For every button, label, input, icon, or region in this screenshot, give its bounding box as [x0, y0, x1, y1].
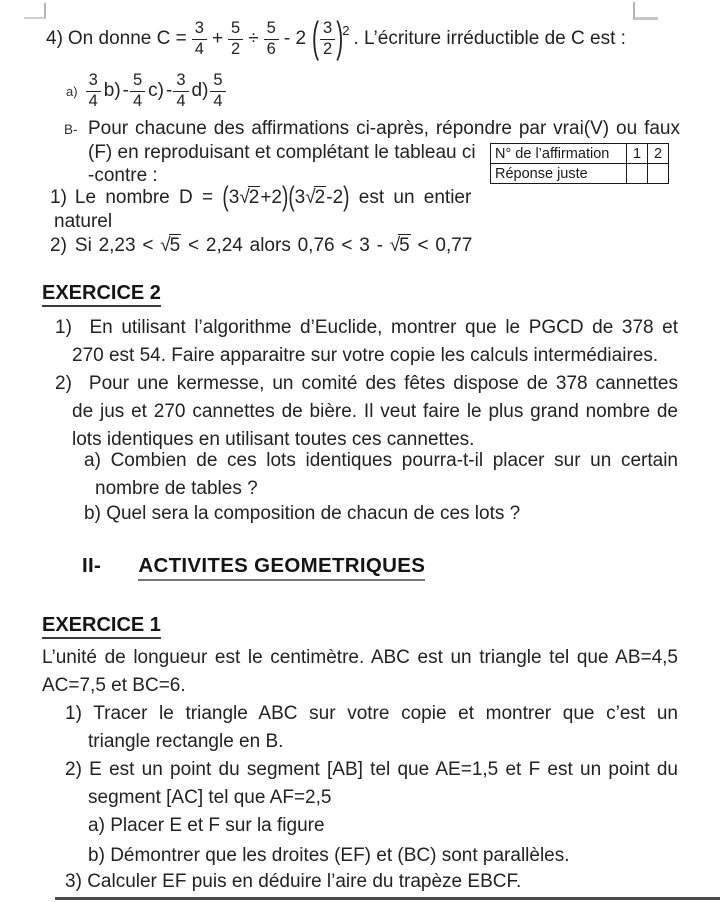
question-4-marker: 4)	[46, 28, 63, 50]
affirmation-1	[50, 182, 472, 233]
question-4-formula-line	[46, 14, 626, 62]
option-d-label: d)	[191, 80, 209, 102]
ex1-subitem-b: b) Démontrer que les droites (EF) et (BC) sont parallèles.	[88, 845, 570, 866]
ex1-item-2	[65, 756, 678, 812]
section-b-line-3: -contre :	[88, 165, 158, 186]
answer-cell-1	[627, 164, 648, 184]
question-4-lead: On donne C =	[67, 28, 187, 50]
option-b-sign: -	[122, 80, 129, 102]
table-header-col-2: 2	[648, 144, 669, 164]
fraction-5-6: $\frac{5}{6}$	[264, 20, 279, 59]
exercice-1-heading: EXERCICE 1	[42, 614, 161, 637]
ex2-subitem-a-line-1: a) Combien de ces lots identiques pourra-t-il placer sur un certain	[84, 450, 678, 471]
ex2-item-1-marker: 1)	[55, 317, 72, 338]
ex1-item-2-line-2: segment [AC] tel que AF=2,5	[88, 787, 332, 808]
ex1-item-1-line-1: 1) Tracer le triangle ABC sur votre copie et montrer que c’est un	[65, 703, 678, 724]
option-c-fraction: $\frac{3}{4}$	[173, 72, 188, 111]
sqrt-symbol: √	[239, 187, 250, 208]
ex2-subitem-a-line-2: nombre de tables ?	[95, 478, 258, 499]
bottom-scan-line	[55, 897, 720, 900]
sqrt-5-second: √5	[389, 235, 410, 256]
option-d-fraction: $\frac{5}{4}$	[210, 72, 225, 111]
ex2-item-2-line-1: 2) Pour une kermesse, un comité des fêtes dispose de 378 cannettes	[55, 373, 678, 394]
affirmation-2-marker: 2)	[50, 235, 67, 256]
affirmation-1-line-2: naturel	[54, 210, 113, 232]
ex2-item-1-line-1: 1) En utilisant l’algorithme d’Euclide, montrer que le PGCD de 378 et	[55, 317, 679, 338]
fraction-3-2: $\frac{3}{2}$	[320, 20, 335, 59]
divide-operator: ÷	[248, 28, 259, 50]
option-c-sign: -	[166, 80, 173, 102]
section-b-line-2: (F) en reproduisant et complétant le tableau ci	[88, 141, 476, 163]
plus-operator: +	[211, 28, 224, 50]
ex1-subitem-a-marker: a)	[88, 815, 105, 836]
ex1-subitem-a: a) Placer E et F sur la figure	[88, 815, 325, 836]
sqrt-5-first: √5	[160, 235, 181, 256]
radical-expression-2: (3√2-2)	[288, 182, 350, 213]
ex1-intro	[42, 644, 678, 700]
section-b-marker: B-	[64, 122, 78, 137]
answer-cell-2	[648, 164, 669, 184]
ex2-subitem-a	[84, 447, 678, 503]
part-2-numeral: II-	[82, 554, 102, 577]
part-2-heading	[82, 554, 425, 578]
ex1-item-1-line-2: triangle rectangle en B.	[88, 731, 284, 752]
ex2-item-1-line-2: 270 est 54. Faire apparaitre sur votre copie les calculs intermédiaires.	[72, 345, 659, 366]
option-a-label: a)	[66, 83, 78, 99]
ex1-subitem-b-marker: b)	[88, 845, 105, 866]
option-c-label: c)	[148, 80, 164, 102]
ex1-item-3-marker: 3)	[65, 871, 82, 892]
ex2-item-2-marker: 2)	[55, 373, 72, 394]
ex2-item-2	[55, 370, 678, 454]
minus-coefficient: - 2	[283, 28, 307, 50]
open-paren-tall: (	[312, 14, 320, 62]
question-4-tail: . L’écriture irréductible de C est :	[353, 28, 626, 50]
radical-expression-1: (3√2+2)	[222, 182, 289, 213]
close-paren-tall: )	[336, 14, 344, 62]
ex1-intro-line-1: L’unité de longueur est le centimètre. ABC est un triangle tel que AB=4,5	[42, 647, 678, 668]
table-row	[491, 164, 669, 184]
question-4-options	[66, 72, 226, 111]
ex1-intro-line-2: AC=7,5 et BC=6.	[42, 675, 186, 696]
exercice-2-heading: EXERCICE 2	[42, 282, 161, 305]
affirmation-1-line-1: 1) Le nombre D = (3√2+2)(3√2-2) est un entier	[50, 182, 472, 213]
ex1-item-2-line-1: 2) E est un point du segment [AB] tel que AE=1,5 et F est un point du	[65, 759, 678, 780]
table-label-reponse-juste: Réponse juste	[491, 164, 627, 184]
ex2-item-1	[55, 314, 678, 370]
table-row	[491, 144, 669, 164]
part-2-title: ACTIVITES GEOMETRIQUES	[138, 554, 425, 581]
affirmation-1-marker: 1)	[50, 187, 67, 208]
ex1-item-1-marker: 1)	[65, 703, 82, 724]
ex2-subitem-a-marker: a)	[84, 450, 101, 471]
section-b-line-1: Pour chacune des affirmations ci-après, répondre par vrai(V) ou faux	[88, 118, 680, 139]
scan-corner-mark-top-right	[633, 2, 658, 20]
ex2-subitem-b: b) Quel sera la composition de chacun de ces lots ?	[84, 503, 521, 524]
affirmation-table	[490, 143, 669, 184]
fraction-5-2: $\frac{5}{2}$	[228, 20, 243, 59]
scan-corner-mark-top-left	[24, 3, 46, 19]
option-b-label: b)	[103, 80, 121, 102]
sqrt-symbol: √	[389, 235, 401, 256]
affirmation-2: 2) Si 2,23 < √5 < 2,24 alors 0,76 < 3 - √5 < 0,77	[50, 235, 473, 256]
ex1-item-2-marker: 2)	[65, 759, 82, 780]
sqrt-symbol: √	[305, 187, 316, 208]
ex1-item-3: 3) Calculer EF puis en déduire l’aire du trapèze EBCF.	[65, 871, 522, 892]
fraction-3-4: $\frac{3}{4}$	[192, 20, 207, 59]
table-header-affirmation-number: N° de l’affirmation	[491, 144, 627, 164]
ex2-subitem-b-marker: b)	[84, 503, 101, 524]
sqrt-symbol: √	[160, 235, 171, 256]
squared-fraction-group	[311, 14, 350, 62]
option-b-fraction: $\frac{5}{4}$	[130, 72, 145, 111]
ex1-item-1	[65, 700, 678, 756]
table-header-col-1: 1	[627, 144, 648, 164]
ex2-item-2-line-3: lots identiques en utilisant toutes ces cannettes.	[72, 429, 475, 450]
option-a-fraction: $\frac{3}{4}$	[86, 72, 101, 111]
ex2-item-2-line-2: de jus et 270 cannettes de bière. Il veut faire le plus grand nombre de	[72, 401, 678, 422]
exponent-2: 2	[342, 23, 350, 38]
